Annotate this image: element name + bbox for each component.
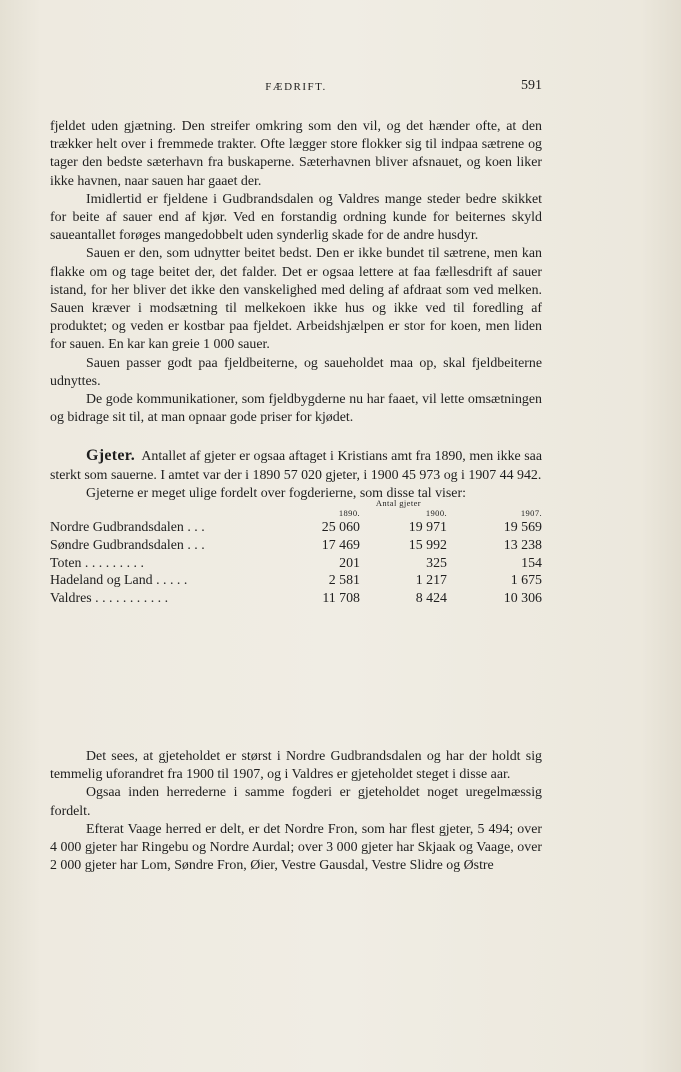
cell-1907: 154 [521,555,542,571]
table-row [50,519,542,537]
cell-1900: 8 424 [415,591,447,607]
cell-1890: 11 708 [322,591,360,607]
cell-1900: 15 992 [408,537,447,553]
running-title: FÆDRIFT. [265,81,327,93]
cell-1890: 2 581 [328,573,360,589]
paragraph: Imidlertid er fjeldene i Gudbrandsdalen og Valdres mange steder bedre skikket for beite af sauer end af kjør. Ved en forstandig ordning kunde for beiternes skyld saueantallet forøges mangedobbelt uden synderlig skade for de andre husdyr. [50,191,542,244]
row-label: Toten . . . . . . . . . [50,555,144,571]
cell-1890: 201 [339,555,360,571]
table-row [50,572,542,590]
cell-1900: 325 [426,555,447,571]
table-header-row [50,507,542,519]
cell-1890: 17 469 [321,537,360,553]
section-paragraph [50,447,542,484]
table-row [50,590,542,608]
page-header [50,78,542,99]
goat-count-table [50,498,542,608]
row-label: Valdres . . . . . . . . . . . [50,591,169,607]
paragraph: De gode kommunikationer, som fjeldbygderne nu har faaet, vil lette omsætningen og bidrage sit til, at man opnaar gode priser for kjødet. [50,392,542,426]
body-text-bottom [50,748,542,875]
page-number: 591 [521,78,542,93]
column-header-1907: 1907. [520,508,542,519]
cell-1890: 25 060 [321,520,360,536]
row-label: Hadeland og Land . . . . . [50,573,188,589]
section-gap [50,427,542,447]
cell-1907: 19 569 [503,520,542,536]
paragraph: Det sees, at gjeteholdet er størst i Nordre Gudbrandsdalen og har der holdt sig temmelig uforandret fra 1900 til 1907, og i Valdres er gjeteholdet steget i disse aar. [50,749,542,783]
table-intro: Gjeterne er meget ulige fordelt over fogderierne, som disse tal viser: [86,485,466,501]
row-label: Søndre Gudbrandsdalen . . . [50,537,205,553]
row-label: Nordre Gudbrandsdalen . . . [50,520,205,536]
section-heading: Gjeter. [86,447,136,465]
column-header-1890: 1890. [338,508,360,519]
cell-1907: 10 306 [503,591,542,607]
paragraph: Sauen er den, som udnytter beitet bedst. Den er ikke bundet til sætrene, men kan flakke om og tage beitet der, det falder. Det er ogsaa lettere at faa fællesdrift af sauer istand, for her bliver det ikke den vanskelighed med deling af afdraat som ved melken. Sauen kræver i modsætning til melkekoen ikke hus og ikke ved til foredling af produktet; og veden er kostbar paa fjeldet. Arbeidshjælpen er stor for koen, men liden for sauen. En kar kan greie 1 000 sauer. [50,246,542,353]
paragraph: Efterat Vaage herred er delt, er det Nordre Fron, som har flest gjeter, 5 494; over 4 000 gjeter har Ringebu og Nordre Aurdal; over 3 000 gjeter har Skjaak og Vaage, over 2 000 gjeter har Lom, Søndre Fron, Øier, Vestre Gausdal, Vestre Slidre og Østre [50,821,542,874]
paragraph: Ogsaa inden herrederne i samme fogderi er gjeteholdet noget uregelmæssig fordelt. [50,785,542,819]
cell-1900: 1 217 [415,573,447,589]
column-header-1900: Antal gjeter 1900. [375,498,447,519]
paragraph: Sauen passer godt paa fjeldbeiterne, og saueholdet maa op, skal fjeldbeiterne udnyttes. [50,355,542,389]
cell-1907: 1 675 [510,573,542,589]
section-intro: Antallet af gjeter er ogsaa aftaget i Kristians amt fra 1890, men ikke saa sterkt som sauerne. I amtet var der i 1890 57 020 gjeter, i 1900 45 973 og i 1907 44 942. [50,449,542,483]
group-header: Antal gjeter [375,498,421,509]
cell-1907: 13 238 [503,537,542,553]
cell-1900: 19 971 [408,520,447,536]
table-row [50,537,542,555]
table-row [50,555,542,573]
paragraph: fjeldet uden gjætning. Den streifer omkring som den vil, og det hænder ofte, at den trækker helt over i fremmede trakter. Ofte lægger store flokker sig til indpaa sætrene og tager den bedste sæterhavn fra buskaperne. Sæterhavnen bliver afsnauet, og koen liker ikke havnen, naar sauen har gaaet der. [50,119,542,189]
body-text-top [50,118,542,608]
